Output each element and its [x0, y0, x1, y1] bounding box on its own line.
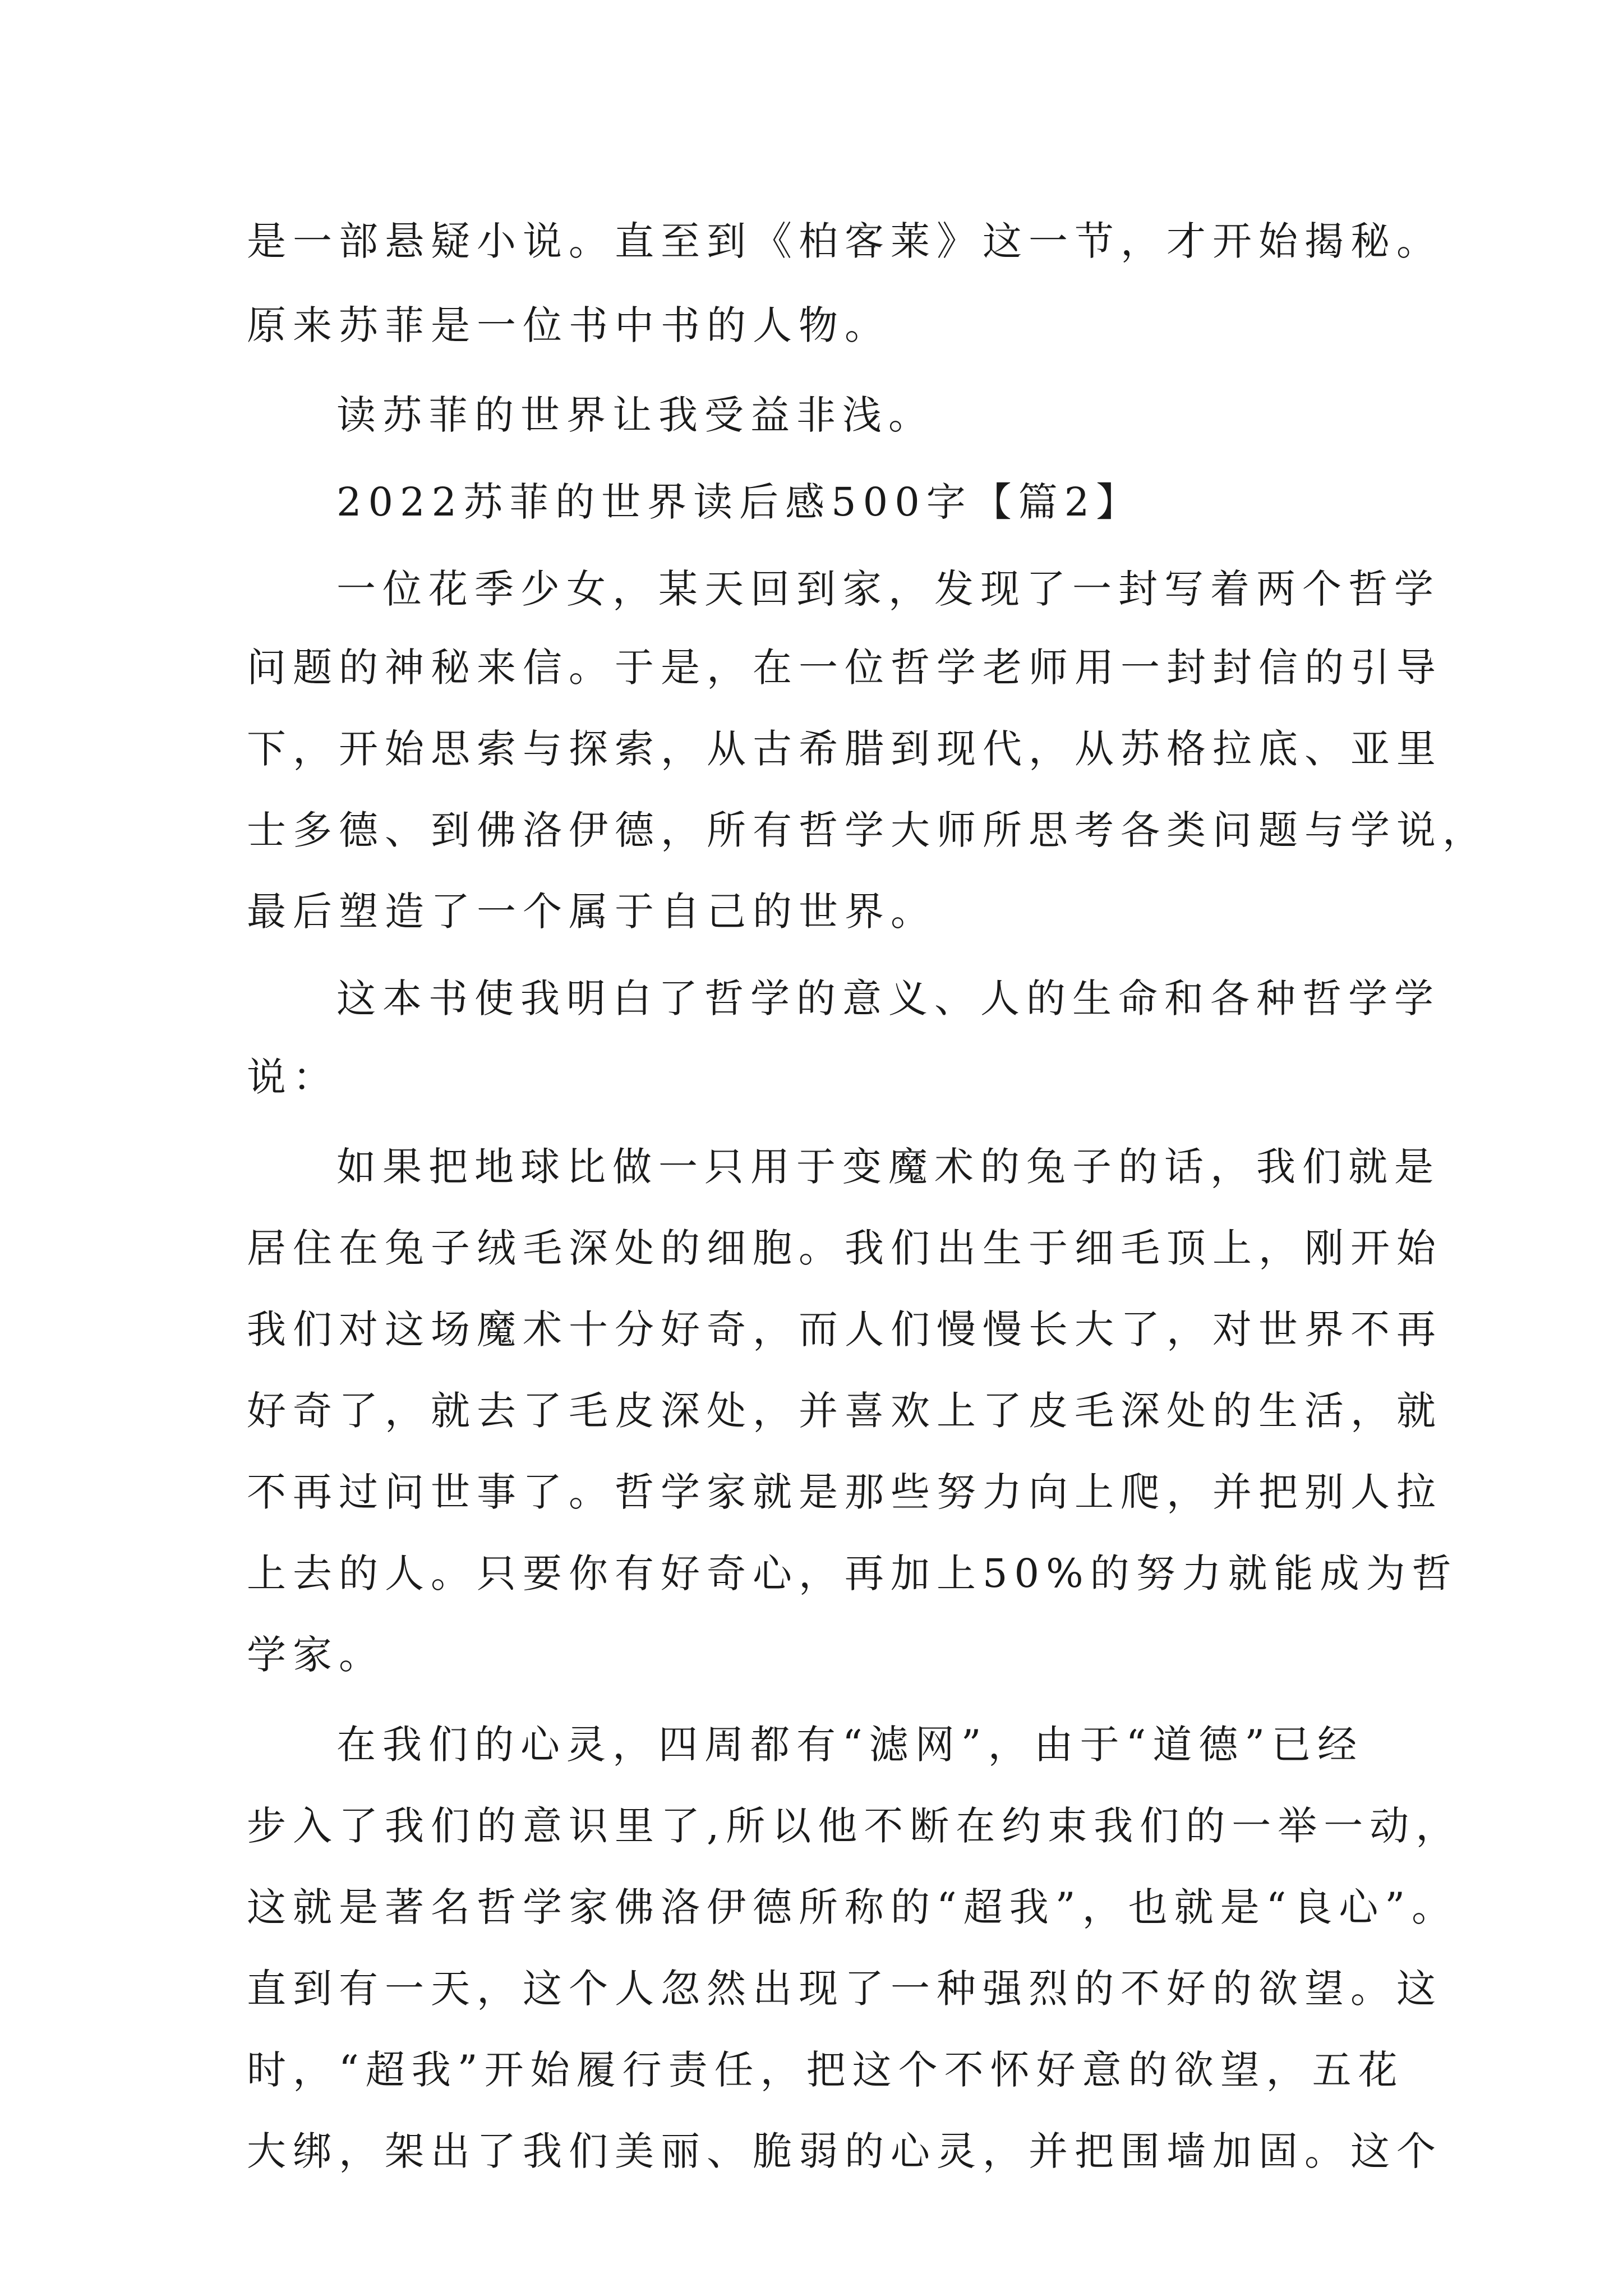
text-line: 不再过问世事了。哲学家就是那些努力向上爬，并把别人拉: [247, 1469, 1442, 1515]
text-line: 上去的人。只要你有好奇心，再加上50%的努力就能成为哲: [247, 1550, 1458, 1596]
text-line: 好奇了，就去了毛皮深处，并喜欢上了皮毛深处的生活，就: [247, 1388, 1442, 1434]
section-heading: 2022苏菲的世界读后感500字【篇2】: [336, 479, 1142, 525]
text-line: 居住在兔子绒毛深处的细胞。我们出生于细毛顶上，刚开始: [247, 1225, 1442, 1271]
text-line: 一位花季少女，某天回到家，发现了一封写着两个哲学: [336, 566, 1440, 612]
text-line: 学家。: [247, 1632, 385, 1678]
text-line: 这本书使我明白了哲学的意义、人的生命和各种哲学学: [336, 976, 1440, 1022]
text-line: 时，“超我”开始履行责任，把这个不怀好意的欲望，五花: [247, 2047, 1404, 2093]
text-line: 步入了我们的意识里了,所以他不断在约束我们的一举一动，: [247, 1803, 1462, 1849]
text-line: 说：: [247, 1054, 339, 1100]
text-line: 最后塑造了一个属于自己的世界。: [247, 889, 937, 935]
text-line: 原来苏菲是一位书中书的人物。: [247, 302, 891, 348]
text-line: 这就是著名哲学家佛洛伊德所称的“超我”，也就是“良心”。: [247, 1884, 1458, 1930]
text-line: 读苏菲的世界让我受益非浅。: [336, 392, 934, 438]
text-line: 大绑，架出了我们美丽、脆弱的心灵，并把围墙加固。这个: [247, 2128, 1442, 2174]
text-line: 士多德、到佛洛伊德，所有哲学大师所思考各类问题与学说，: [247, 807, 1488, 853]
text-line: 问题的神秘来信。于是，在一位哲学老师用一封封信的引导: [247, 645, 1442, 691]
text-line: 是一部悬疑小说。直至到《柏客莱》这一节，才开始揭秘。: [247, 218, 1442, 264]
text-line: 我们对这场魔术十分好奇，而人们慢慢长大了，对世界不再: [247, 1306, 1442, 1352]
text-line: 如果把地球比做一只用于变魔术的兔子的话，我们就是: [336, 1144, 1440, 1190]
text-line: 在我们的心灵，四周都有“滤网”，由于“道德”已经: [336, 1722, 1364, 1768]
text-line: 直到有一天，这个人忽然出现了一种强烈的不好的欲望。这: [247, 1966, 1442, 2012]
text-line: 下，开始思索与探索，从古希腊到现代，从苏格拉底、亚里: [247, 726, 1442, 772]
